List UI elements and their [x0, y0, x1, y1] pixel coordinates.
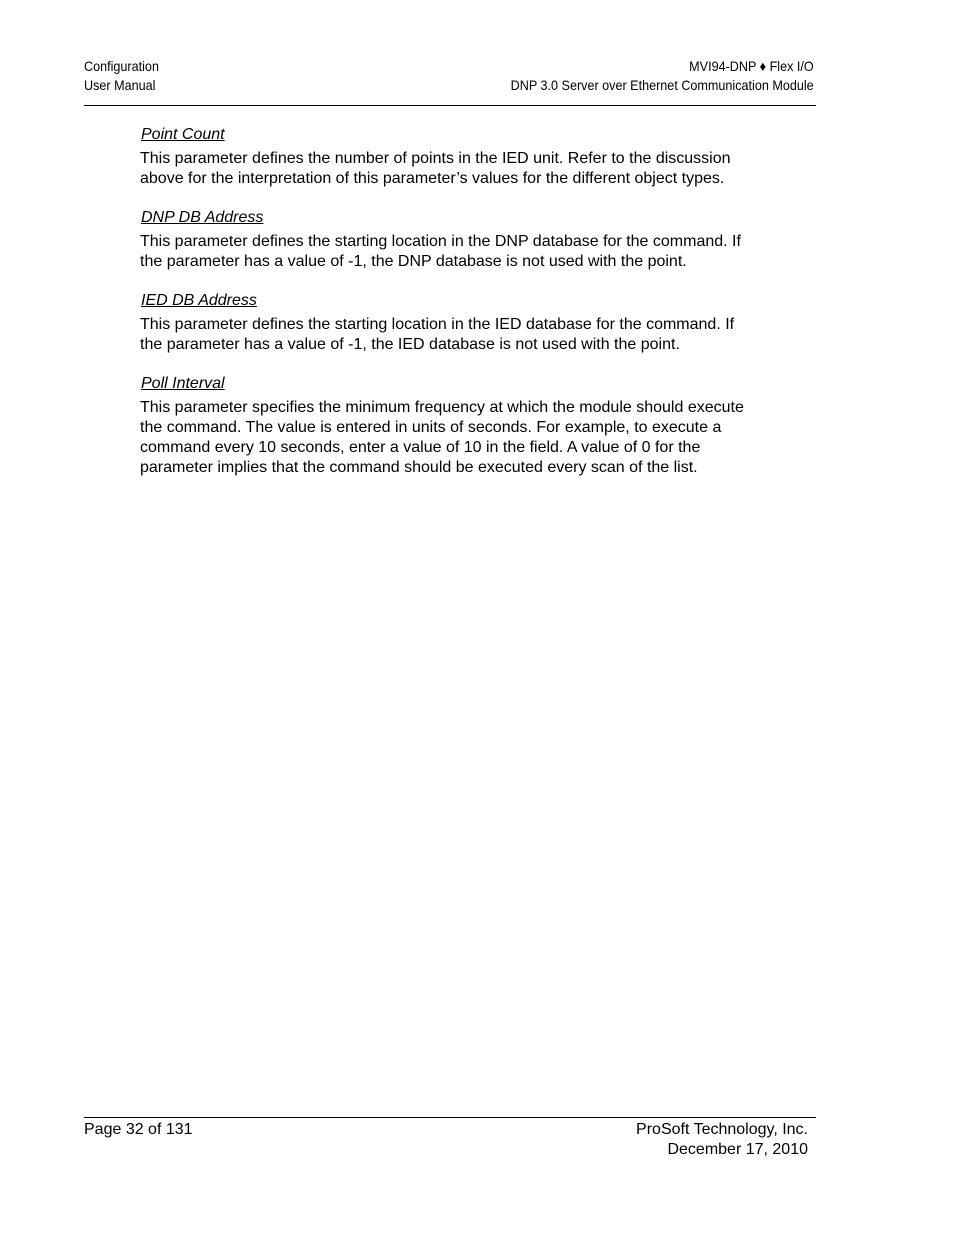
section-ied-db-address — [140, 291, 760, 355]
section-body: This parameter defines the number of points in the IED unit. Refer to the discussion above for the interpretation of this parameter’s values for the different object types. — [140, 150, 731, 187]
section-title: IED DB Address — [141, 292, 257, 309]
section-title: Poll Interval — [141, 375, 225, 392]
section-dnp-db-address — [140, 208, 760, 272]
section-title: Point Count — [141, 126, 225, 143]
section-poll-interval — [140, 374, 760, 478]
section-point-count — [140, 125, 760, 189]
header-document-type: User Manual — [84, 77, 156, 93]
header-right — [511, 57, 814, 95]
footer-right — [636, 1120, 808, 1160]
header-product-description: DNP 3.0 Server over Ethernet Communication Module — [510, 77, 814, 93]
page-number: Page 32 of 131 — [84, 1121, 193, 1138]
footer-date: December 17, 2010 — [667, 1141, 808, 1158]
section-body: This parameter defines the starting location in the IED database for the command. If the parameter has a value of -1, the IED database is not used with the point. — [140, 316, 735, 353]
footer-divider — [84, 1117, 816, 1118]
header-product-name: MVI94-DNP ♦ Flex I/O — [689, 58, 814, 74]
section-body: This parameter specifies the minimum frequency at which the module should execute the command. The value is entered in units of seconds. For example, to execute a command every 10 seconds, enter a value of 10 in the field. A value of 0 for the parameter implies that the command should be executed every scan of the list. — [140, 399, 744, 476]
header-left — [84, 57, 159, 95]
section-title: DNP DB Address — [141, 209, 264, 226]
header-divider — [84, 105, 816, 106]
section-body: This parameter defines the starting location in the DNP database for the command. If the parameter has a value of -1, the DNP database is not used with the point. — [140, 233, 741, 270]
footer-company: ProSoft Technology, Inc. — [636, 1121, 808, 1138]
main-content — [140, 125, 760, 497]
header-section-name: Configuration — [84, 58, 159, 74]
